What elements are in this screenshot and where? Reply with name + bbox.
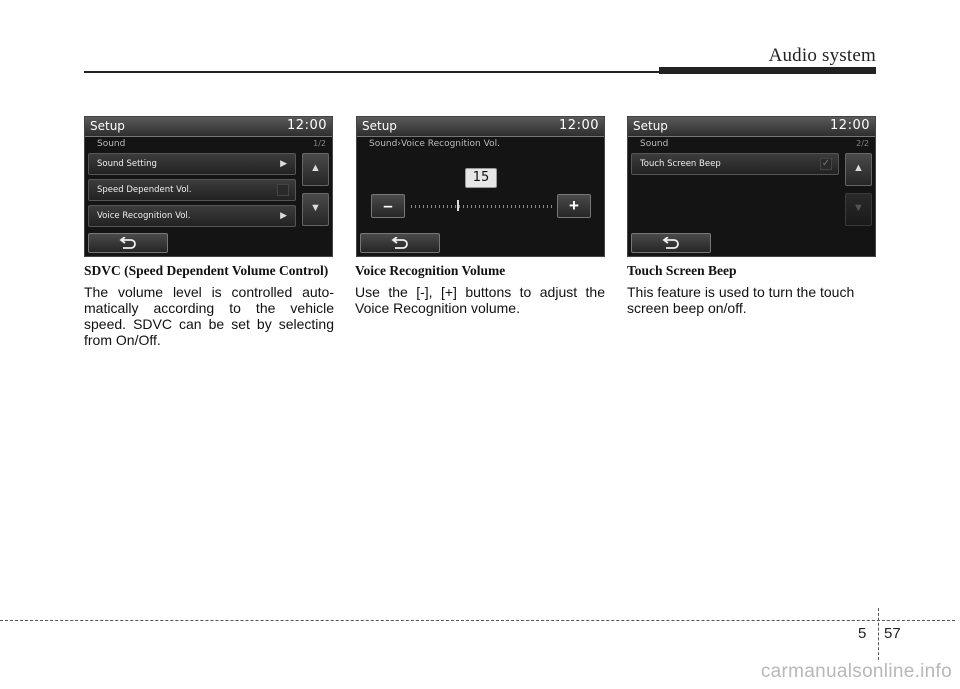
watermark: carmanualsonline.info <box>760 661 952 682</box>
up-triangle-icon: ▲ <box>853 162 864 174</box>
screen-title: Setup <box>90 119 125 133</box>
screen-titlebar <box>357 117 604 137</box>
menu-item-label: Touch Screen Beep <box>640 159 721 169</box>
menu-item-sound-setting[interactable] <box>88 153 296 175</box>
back-button[interactable] <box>631 233 711 253</box>
screen-subtitle: Sound <box>640 139 669 149</box>
section-sdvc <box>84 262 334 348</box>
page-number: 57 <box>884 625 901 642</box>
scroll-up-button[interactable] <box>302 153 329 186</box>
right-triangle-icon: ▶ <box>280 210 287 220</box>
up-triangle-icon: ▲ <box>310 162 321 174</box>
section-heading: Voice Recognition Volume <box>355 263 506 278</box>
volume-slider-track[interactable] <box>411 205 553 208</box>
page-indicator: 2/2 <box>856 139 869 148</box>
back-arrow-icon <box>391 237 409 249</box>
screen-title: Setup <box>362 119 397 133</box>
menu-item-speed-dependent-vol[interactable] <box>88 179 296 201</box>
section-voice-recognition-volume <box>355 262 605 316</box>
section-title: Audio system <box>768 45 876 66</box>
screen-sound-menu-page-2 <box>627 116 876 257</box>
menu-item-label: Speed Dependent Vol. <box>97 185 192 195</box>
section-body: The volume level is controlled auto-matically according to the vehicle speed. SDVC can be set by selecting from On/Off. <box>84 284 334 348</box>
section-touch-screen-beep <box>627 262 877 316</box>
screen-sound-menu <box>84 116 333 257</box>
checkmark-icon[interactable]: ✓ <box>821 158 831 169</box>
scroll-down-button[interactable] <box>302 193 329 226</box>
screen-titlebar <box>628 117 875 137</box>
back-button[interactable] <box>88 233 168 253</box>
volume-minus-button[interactable]: – <box>371 194 405 218</box>
section-body: Use the [-], [+] buttons to adjust the Voice Recognition volume. <box>355 284 605 316</box>
menu-item-label: Sound Setting <box>97 159 157 169</box>
scroll-up-button[interactable] <box>845 153 872 186</box>
scroll-down-button[interactable] <box>845 193 872 226</box>
chapter-number: 5 <box>858 625 867 642</box>
back-arrow-icon <box>119 237 137 249</box>
screen-titlebar <box>85 117 332 137</box>
screen-subtitle: Sound <box>97 139 126 149</box>
down-triangle-icon: ▼ <box>310 202 321 214</box>
clock: 12:00 <box>559 118 599 133</box>
clock: 12:00 <box>287 118 327 133</box>
menu-item-touch-screen-beep[interactable] <box>631 153 839 175</box>
screen-voice-recognition-vol <box>356 116 605 257</box>
back-button[interactable] <box>360 233 440 253</box>
page-indicator: 1/2 <box>313 139 326 148</box>
clock: 12:00 <box>830 118 870 133</box>
volume-plus-button[interactable]: + <box>557 194 591 218</box>
footer-rule <box>0 620 955 621</box>
screen-breadcrumb: Sound›Voice Recognition Vol. <box>369 139 500 149</box>
section-heading: SDVC (Speed Dependent Volume Control) <box>84 263 329 278</box>
menu-item-voice-recognition-vol[interactable] <box>88 205 296 227</box>
menu-item-label: Voice Recognition Vol. <box>97 211 191 221</box>
header-rule-accent <box>659 67 876 74</box>
volume-slider-knob[interactable] <box>457 200 459 211</box>
screen-title: Setup <box>633 119 668 133</box>
section-body: This feature is used to turn the touch screen beep on/off. <box>627 284 855 316</box>
volume-value: 15 <box>465 168 497 188</box>
section-heading: Touch Screen Beep <box>627 263 737 278</box>
right-triangle-icon: ▶ <box>280 158 287 168</box>
back-arrow-icon <box>662 237 680 249</box>
footer-divider <box>878 608 879 660</box>
down-triangle-icon: ▼ <box>853 202 864 214</box>
checkbox[interactable] <box>277 184 289 196</box>
